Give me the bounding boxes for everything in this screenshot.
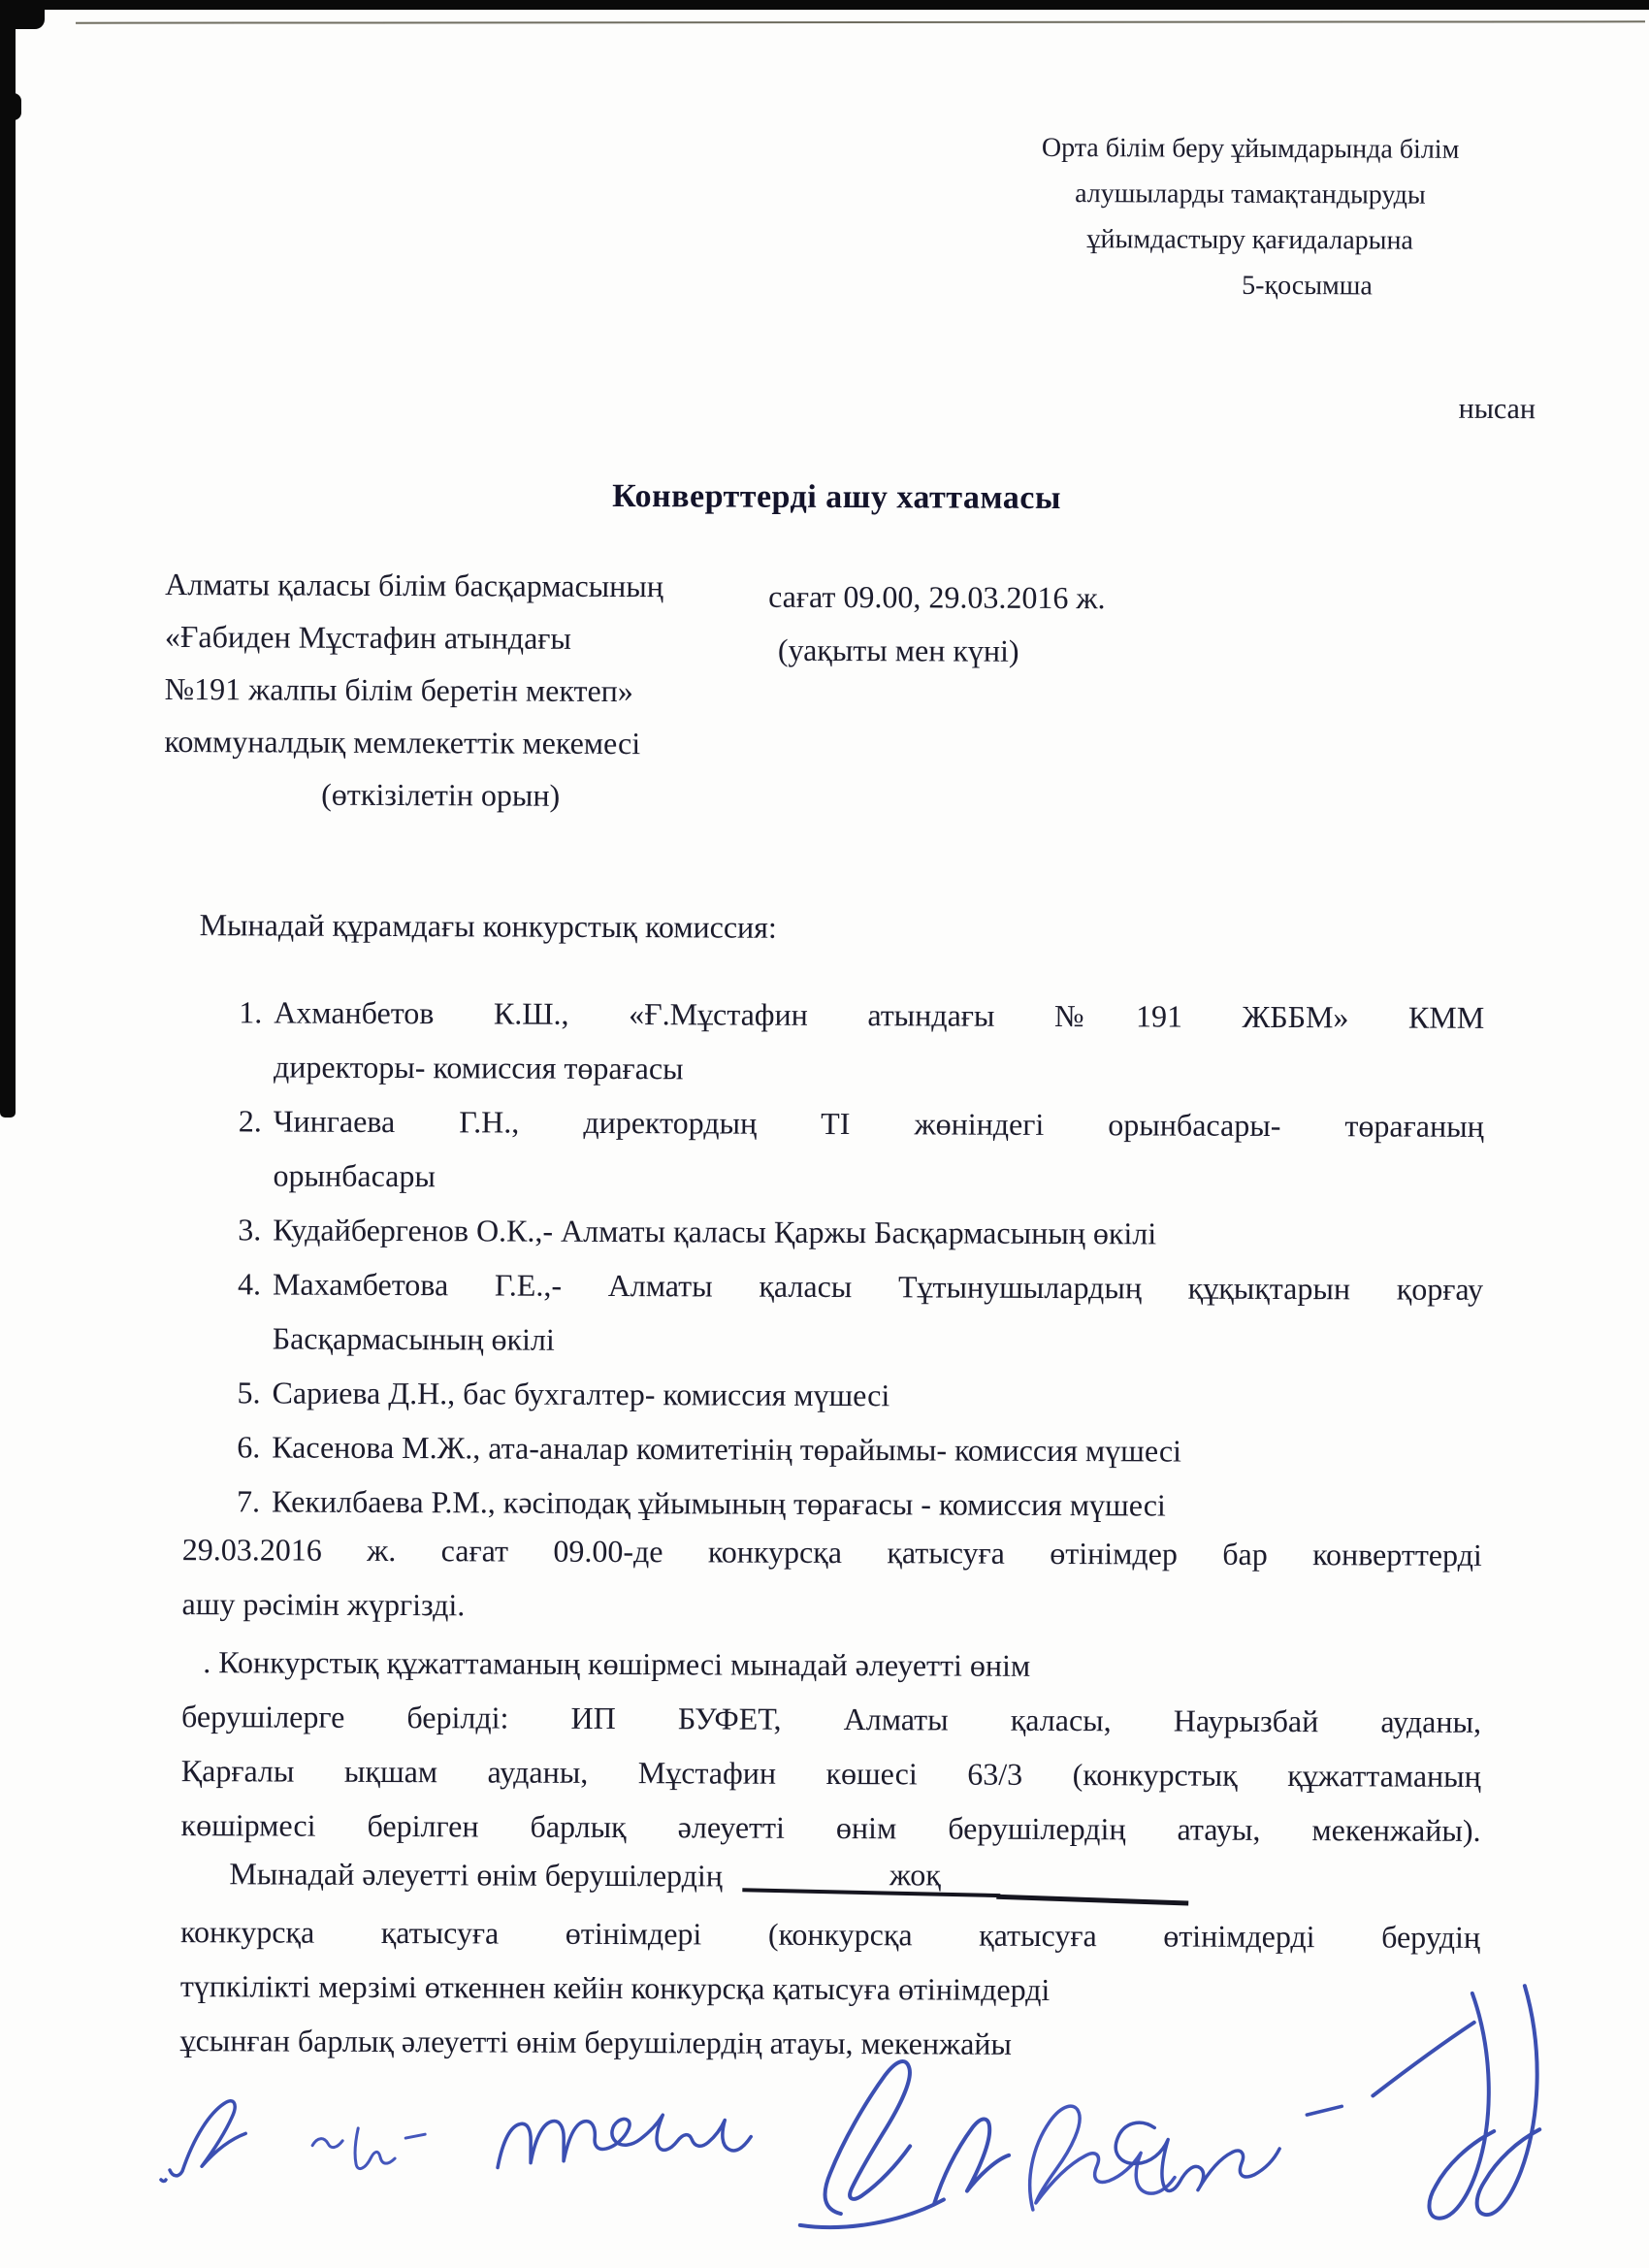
- member-text: Басқармасының өкілі: [272, 1320, 555, 1357]
- appendix-note: [1021, 125, 1478, 309]
- member-text: орынбасары: [273, 1157, 436, 1194]
- member-number: 1.: [239, 994, 263, 1030]
- commission-list: [182, 985, 1484, 1534]
- no-bids-line: [180, 1846, 1480, 1908]
- member-number: 5.: [237, 1375, 261, 1410]
- member-text: Сариева Д.Н., бас бухгалтер- комиссия мүшесі: [272, 1375, 890, 1413]
- member-number: 6.: [237, 1429, 261, 1465]
- member-number: 4.: [237, 1266, 262, 1302]
- paragraph-line: . Конкурстық құжаттаманың көшірмесі мынадай әлеуетті өнім: [203, 1644, 1031, 1683]
- paragraph-line: берушілерге берілді: ИП БУФЕТ, Алматы қаласы, Наурызбай ауданы,: [180, 1699, 1482, 1739]
- datetime-caption: (уақыты мен күні): [777, 632, 1019, 668]
- member-number: 3.: [238, 1212, 262, 1247]
- paragraph-copies: [180, 1635, 1481, 1858]
- form-label: нысан: [1458, 392, 1536, 426]
- paragraph-line: Қарғалы ықшам ауданы, Мұстафин көшесі 63/3 (конкурстық құжаттаманың: [180, 1753, 1481, 1794]
- signature-stroke: [161, 2100, 245, 2181]
- commission-member: [184, 985, 1484, 1099]
- paragraph-line: 29.03.2016 ж. сағат 09.00-де конкурсқа қатысуға өтінімдер бар конверттерді: [181, 1532, 1482, 1572]
- signatures-ink: [121, 1966, 1635, 2264]
- member-number: 7.: [236, 1483, 261, 1519]
- signature-stroke: [498, 2114, 751, 2168]
- venue-block: [164, 558, 747, 823]
- member-text: Чингаева Г.Н., директордың ТІ жөніндегі орынбасары- төрағаның: [273, 1103, 1484, 1144]
- member-text: Кекилбаева Р.М., кәсіподақ ұйымының төрағасы - комиссия мүшесі: [271, 1483, 1166, 1523]
- no-bids-prefix: Мынадай әлеуетті өнім берушілердің: [229, 1856, 724, 1894]
- commission-member: [183, 1093, 1483, 1208]
- member-text: Ахманбетов К.Ш., «Ғ.Мұстафин атындағы №191 ЖББМ» КММ: [274, 994, 1485, 1035]
- paragraph-line: түпкілікті мерзімі өткеннен кейін конкурсқа қатысуға өтінімдерді: [179, 1968, 1051, 2007]
- paragraph-opening: [181, 1522, 1481, 1636]
- venue-line: №191 жалпы білім беретін мектеп»: [164, 670, 633, 709]
- datetime-value: сағат 09.00, 29.03.2016 ж.: [768, 578, 1106, 616]
- document-title: Конверттерді ашу хаттамасы: [612, 477, 1062, 517]
- paragraph-line: конкурсқа қатысуға өтінімдері (конкурсқа қатысуға өтінімдерді берудің: [180, 1914, 1481, 1955]
- venue-caption: (өткізілетін орын): [321, 776, 561, 813]
- venue-line: Алматы қаласы білім басқармасының: [165, 566, 664, 604]
- member-text: Касенова М.Ж., ата-аналар комитетінің төрайымы- комиссия мүшесі: [272, 1429, 1182, 1469]
- appendix-number: 5-қосымша: [1242, 270, 1373, 302]
- blank-underline: [742, 1888, 1000, 1897]
- venue-line: коммуналдық мемлекеттік мекемесі: [164, 723, 641, 761]
- signature-stroke: [1116, 2105, 1342, 2191]
- member-text: Махамбетова Г.Е.,- Алматы қаласы Тұтынушылардың құқықтарын қорғау: [272, 1266, 1484, 1307]
- signature-stroke: [312, 2128, 425, 2169]
- member-text: Кудайбергенов О.К.,- Алматы қаласы Қаржы Басқармасының өкілі: [273, 1212, 1157, 1251]
- signature-stroke: [800, 2061, 1010, 2228]
- commission-intro: Мынадай құрамдағы конкурстық комиссия:: [199, 907, 777, 945]
- no-bids-value: жоқ: [889, 1857, 941, 1893]
- paragraph-line: ұсынған барлық әлеуетті өнім берушілердің атауы, мекенжайы: [179, 2023, 1013, 2061]
- commission-member: [183, 1202, 1483, 1262]
- appendix-line: алушыларды тамақтандыруды: [1075, 178, 1426, 211]
- blank-underline: [996, 1895, 1188, 1906]
- fill-in-blank: [742, 1849, 1186, 1905]
- appendix-line: Орта білім беру ұйымдарында білім: [1041, 132, 1460, 165]
- paragraph-line: көшірмесі берілген барлық әлеуетті өнім берушілердің атауы, мекенжайы).: [180, 1807, 1481, 1848]
- commission-member: [182, 1365, 1482, 1425]
- commission-member: [183, 1256, 1483, 1371]
- member-number: 2.: [238, 1103, 262, 1139]
- venue-line: «Ғабиден Мұстафин атындағы: [164, 618, 572, 656]
- paragraph-line: ашу рәсімін жүргізді.: [181, 1586, 466, 1623]
- commission-member: [182, 1419, 1482, 1479]
- datetime-block: [768, 570, 1350, 680]
- signature-stroke: [1373, 1985, 1540, 2219]
- appendix-line: ұйымдастыру қағидаларына: [1086, 224, 1413, 256]
- member-text: директоры- комиссия төрағасы: [273, 1049, 684, 1086]
